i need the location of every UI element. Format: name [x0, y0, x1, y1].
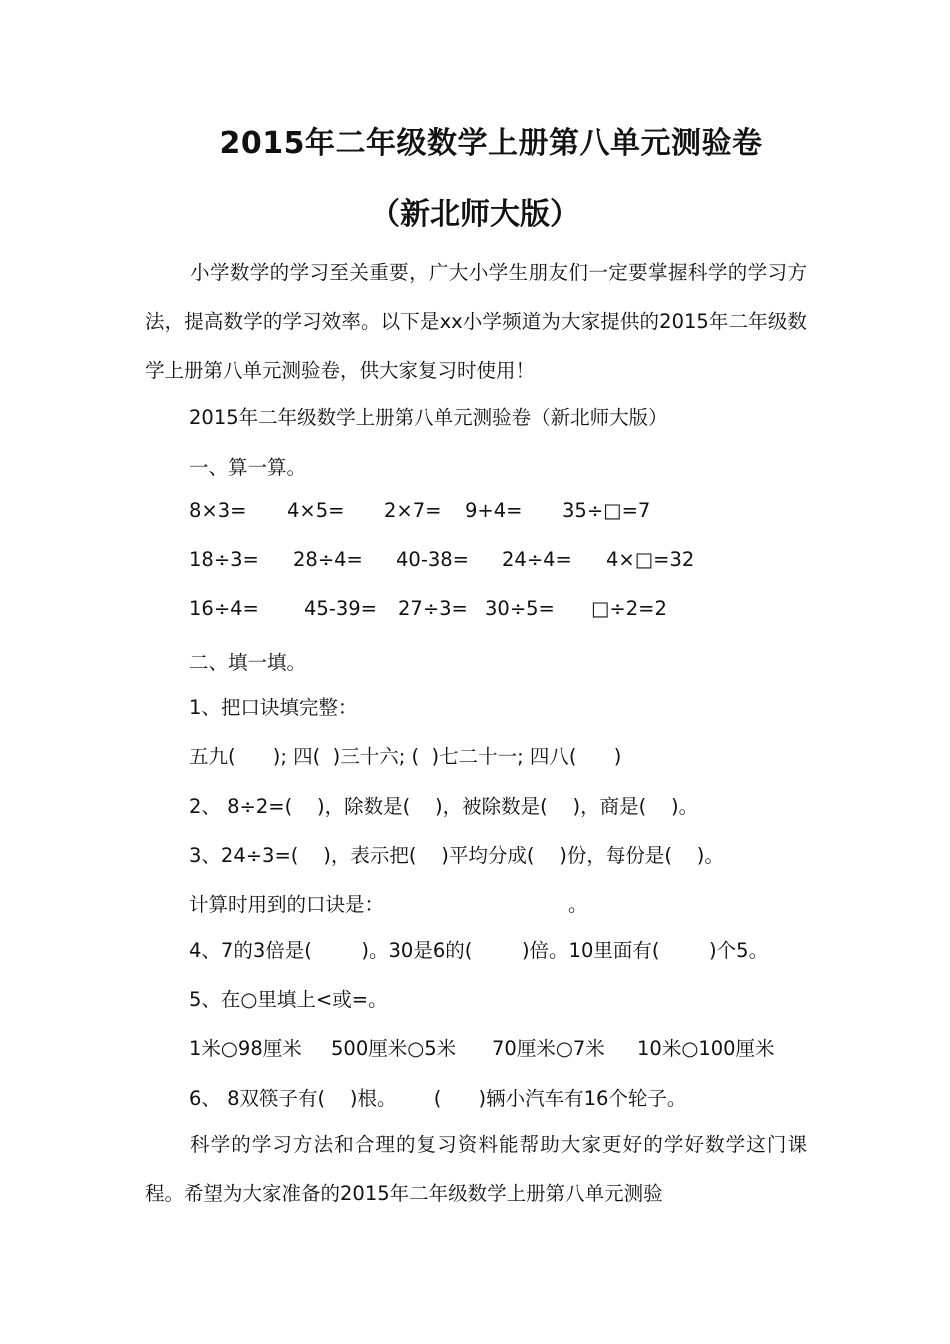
- section2-heading: 二、填一填。: [189, 651, 307, 674]
- calc-item: 40-38=: [396, 548, 470, 571]
- question-3-followup-end: 。: [568, 893, 588, 916]
- question-2: 2、 8÷2=( )，除数是( )，被除数是( )，商是( )。: [189, 795, 699, 818]
- question-4: 4、7的3倍是( )。30是6的( )倍。10里面有( )个5。: [189, 939, 769, 962]
- document-title: 2015年二年级数学上册第八单元测验卷: [219, 126, 763, 161]
- subtitle: 2015年二年级数学上册第八单元测验卷（新北师大版）: [189, 406, 668, 429]
- calc-item: 30÷5=: [485, 597, 555, 620]
- calc-item: 4×5=: [287, 499, 345, 522]
- compare-item: 1米○98厘米: [189, 1037, 302, 1060]
- closing-paragraph: 科学的学习方法和合理的复习资料能帮助大家更好的学好数学这门课程。希望为大家准备的2015年二年级数学上册第八单元测验: [145, 1133, 807, 1205]
- calc-item: 4×□=32: [606, 548, 695, 571]
- compare-item: 70厘米○7米: [492, 1037, 605, 1060]
- question-3-followup: 计算时用到的口诀是：: [189, 893, 385, 916]
- question-3: 3、24÷3=( )，表示把( )平均分成( )份，每份是( )。: [189, 844, 724, 867]
- calc-item: □÷2=2: [591, 597, 667, 620]
- document-title-edition: （新北师大版）: [370, 197, 580, 232]
- question-5: 5、在○里填上<或=。: [189, 988, 388, 1011]
- calc-item: 27÷3=: [398, 597, 468, 620]
- calc-item: 45-39=: [304, 597, 378, 620]
- question-1-items: 五九( ); 四( )三十六; ( )七二十一; 四八( ): [189, 745, 622, 768]
- question-1-label: 1、把口诀填完整：: [189, 696, 358, 719]
- intro-paragraph: 小学数学的学习至关重要，广大小学生朋友们一定要掌握科学的学习方法，提高数学的学习效率。以下是xx小学频道为大家提供的2015年二年级数学上册第八单元测验卷，供大家复习时使用！: [145, 261, 807, 382]
- question-6: 6、 8双筷子有( )根。 ( )辆小汽车有16个轮子。: [189, 1087, 687, 1110]
- calc-item: 35÷□=7: [562, 499, 651, 522]
- calc-item: 9+4=: [465, 499, 523, 522]
- calc-item: 18÷3=: [189, 548, 259, 571]
- compare-item: 10米○100厘米: [637, 1037, 775, 1060]
- calc-item: 28÷4=: [293, 548, 363, 571]
- calc-item: 2×7=: [384, 499, 442, 522]
- calc-item: 24÷4=: [502, 548, 572, 571]
- section1-heading: 一、算一算。: [189, 456, 307, 479]
- calc-item: 8×3=: [189, 499, 247, 522]
- calc-item: 16÷4=: [189, 597, 259, 620]
- compare-item: 500厘米○5米: [331, 1037, 457, 1060]
